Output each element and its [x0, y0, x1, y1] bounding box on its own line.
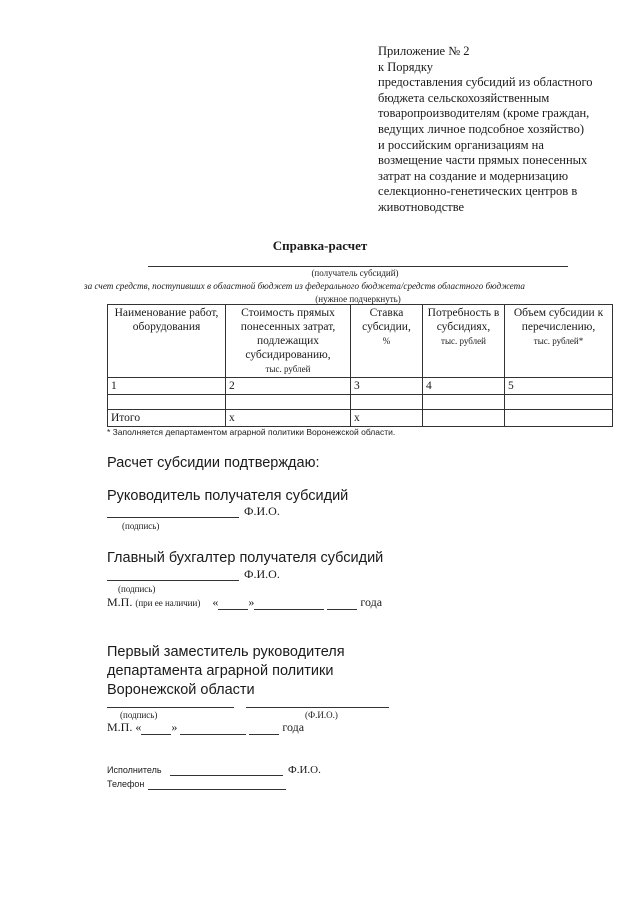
table-cell [226, 395, 351, 410]
seal-date-line-2 [107, 720, 304, 735]
header-unit: тыс. рублей [265, 364, 311, 374]
header-unit: тыс. рублей [441, 336, 486, 346]
header-cell [226, 305, 351, 378]
deputy-line: Первый заместитель руководителя [107, 644, 345, 660]
deputy-fio-line [246, 707, 389, 708]
annex-line: затрат на создание и модернизацию [378, 168, 569, 183]
table-number-row [108, 378, 613, 395]
year-word: года [282, 720, 305, 734]
deputy-line: Воронежской области [107, 682, 255, 698]
quote-open: « [135, 720, 142, 734]
annex-line: и российским организациям на [378, 137, 544, 152]
quote-close: » [248, 595, 255, 609]
table-cell: 3 [351, 378, 423, 395]
header-cell [423, 305, 505, 378]
accountant-title: Главный бухгалтер получателя субсидий [107, 550, 384, 566]
seal-label: М.П. [107, 720, 133, 734]
executor-line [170, 775, 283, 776]
day-blank [218, 609, 248, 610]
header-cell [108, 305, 226, 378]
document-title: Справка-расчет [272, 238, 368, 253]
table-cell: х [226, 410, 351, 427]
head-signature-caption: (подпись) [122, 521, 160, 531]
deputy-fio-caption: (Ф.И.О.) [305, 710, 338, 720]
annex-line: предоставления субсидий из областного [378, 75, 593, 90]
header-unit: % [382, 336, 391, 346]
header-label: Стоимость прямых понесенных затрат, подлежащих субсидированию, [240, 307, 336, 361]
annex-line: животноводстве [378, 199, 465, 214]
header-label: Потребность в субсидиях, [427, 307, 500, 333]
footnote: * Заполняется департаментом аграрной политики Воронежской области. [107, 427, 396, 437]
seal-note: (при ее наличии) [135, 598, 201, 608]
table-cell: 4 [423, 378, 505, 395]
phone-line [148, 789, 286, 790]
year-word: года [360, 595, 383, 609]
head-title: Руководитель получателя субсидий [107, 488, 349, 504]
confirm-text: Расчет субсидии подтверждаю: [107, 455, 320, 471]
accountant-fio: Ф.И.О. [244, 567, 280, 581]
seal-date-line [107, 595, 382, 610]
head-fio: Ф.И.О. [244, 504, 280, 518]
header-label: Объем субсидии к перечислению, [513, 307, 604, 333]
table-cell [423, 395, 505, 410]
annex-line: товаропроизводителям (кроме граждан, [378, 106, 590, 121]
deputy-line: департамента аграрной политики [107, 663, 334, 679]
table-total-row [108, 410, 613, 427]
table-empty-row [108, 395, 613, 410]
deputy-block [107, 643, 345, 700]
month-blank [254, 609, 324, 610]
month-blank [180, 734, 246, 735]
table-cell [505, 410, 613, 427]
phone-label: Телефон [107, 779, 145, 789]
table-cell: х [351, 410, 423, 427]
header-label: Ставка субсидии, [362, 307, 411, 333]
executor-fio: Ф.И.О. [288, 764, 321, 776]
head-signature-line [107, 517, 239, 518]
underline-note: (нужное подчеркнуть) [315, 294, 401, 304]
table-cell [108, 395, 226, 410]
seal-label: М.П. [107, 595, 133, 609]
annex-line: Приложение № 2 [378, 44, 470, 58]
accountant-signature-caption: (подпись) [118, 584, 156, 594]
recipient-caption: (получатель субсидий) [311, 268, 399, 278]
accountant-signature-line [107, 580, 239, 581]
table-cell [423, 410, 505, 427]
annex-line: селекционно-генетических центров в [378, 184, 578, 199]
quote-close: » [171, 720, 178, 734]
header-cell [505, 305, 613, 378]
annex-header [378, 44, 628, 216]
executor-label: Исполнитель [107, 765, 162, 775]
header-unit: тыс. рублей* [533, 336, 584, 346]
table-cell: 2 [226, 378, 351, 395]
annex-line: возмещение части прямых понесенных [378, 153, 588, 168]
table-header-row [108, 305, 613, 378]
table-cell [505, 395, 613, 410]
funding-line: за счет средств, поступивших в областной бюджет из федерального бюджета/средств областного бюджета [84, 281, 525, 291]
deputy-signature-line [107, 707, 234, 708]
header-label: Наименование работ, оборудования [114, 307, 219, 333]
day-blank [141, 734, 171, 735]
quote-open: « [212, 595, 219, 609]
table-cell: Итого [108, 410, 226, 427]
annex-line: бюджета сельскохозяйственным [378, 90, 550, 105]
calculation-table [107, 304, 613, 427]
year-blank [327, 609, 357, 610]
table-cell: 1 [108, 378, 226, 395]
annex-line: к Порядку [378, 59, 433, 74]
table-cell: 5 [505, 378, 613, 395]
year-blank [249, 734, 279, 735]
deputy-signature-caption: (подпись) [120, 710, 158, 720]
annex-line: ведущих личное подсобное хозяйство) [378, 121, 584, 136]
header-cell [351, 305, 423, 378]
recipient-line [148, 266, 568, 267]
table-cell [351, 395, 423, 410]
